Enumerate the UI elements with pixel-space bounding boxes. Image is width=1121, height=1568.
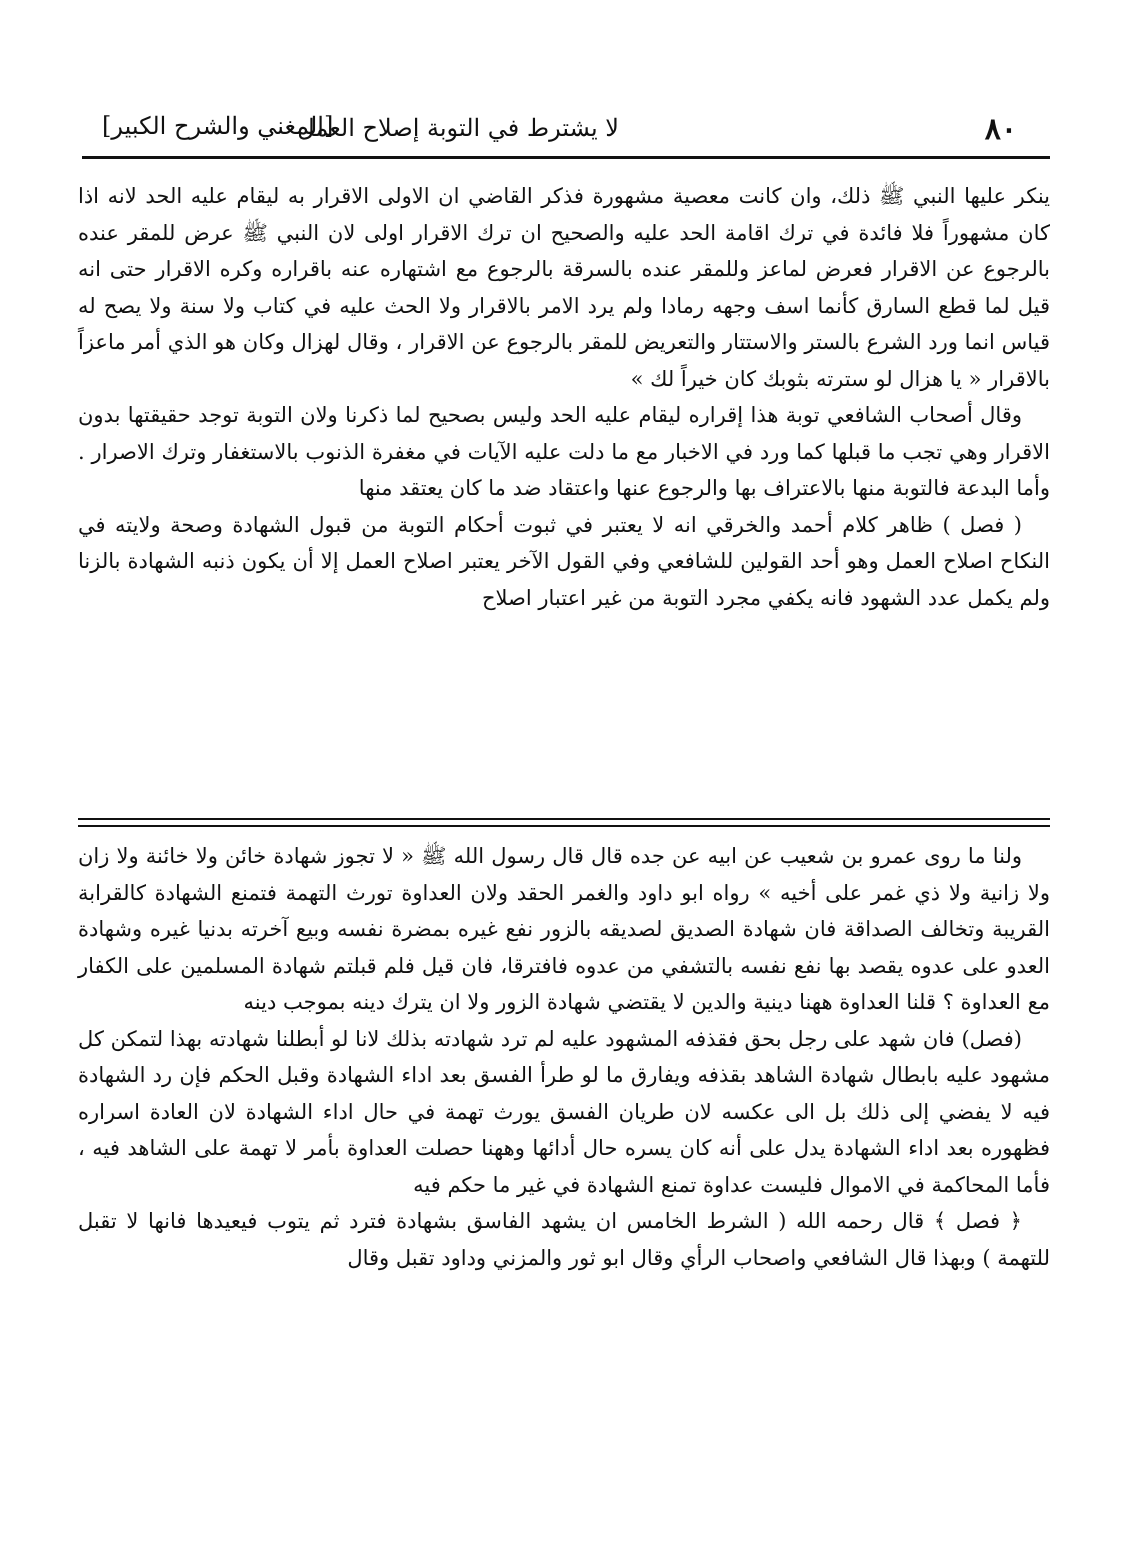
header-rule: [82, 156, 1050, 159]
main-paragraph: ينكر عليها النبي ﷺ ذلك، وان كانت معصية مشهورة فذكر القاضي ان الاولى الاقرار به ليقام عليه الحد لانه اذا كان مشهوراً فلا فائدة في ترك اقامة الحد عليه والصحيح ان ترك الاقرار اولى لان النبي ﷺ عرض للمقر عنده بالرجوع عن الاقرار فعرض لماعز وللمقر عنده بالسرقة بالرجوع مع اشتهاره عنه باقراره وكره الاقرار حتى انه قيل لما قطع السارق كأنما اسف وجهه رمادا ولم يرد الامر بالاقرار ولا الحث عليه في كتاب ولا سنة ولا يصح له قياس انما ورد الشرع بالستر والاستتار والتعريض للمقر بالرجوع عن الاقرار ، وقال لهزال وكان هو الذي أمر ماعزاً بالاقرار « يا هزال لو سترته بثوبك كان خيراً لك »: [78, 184, 1050, 391]
section-separator: [78, 818, 1050, 827]
commentary-paragraph: (فصل) فان شهد على رجل بحق فقذفه المشهود عليه لم ترد شهادته بذلك لانا لو أبطلنا شهادته بهذا لتمكن كل مشهود عليه بابطال شهادة الشاهد بقذفه ويفارق ما لو طرأ الفسق بعد اداء الشهادة وقبل الحكم فإن رد الشهادة فيه لا يفضي إلى ذلك بل الى عكسه لان طريان الفسق يورث تهمة في حال اداء الشهادة لان العادة اسراره فظهوره بعد اداء الشهادة يدل على أنه كان يسره حال أدائها وههنا حصلت العداوة بأمر لا تهمة على الشاهد فيه ، فأما المحاكمة في الاموال فليست عداوة تمنع الشهادة في غير ما حكم فيه: [78, 1026, 1050, 1197]
main-text: [78, 178, 1050, 616]
commentary-text: [78, 838, 1050, 1276]
main-paragraph: ( فصل ) ظاهر كلام أحمد والخرقي انه لا يعتبر في ثبوت أحكام التوبة من قبول الشهادة وصحة ولايته في النكاح اصلاح العمل وهو أحد القولين للشافعي وفي القول الآخر يعتبر اصلاح العمل إلا أن يكون ذنبه الشهادة بالزنا ولم يكمل عدد الشهود فانه يكفي مجرد التوبة من غير اعتبار اصلاح: [78, 512, 1050, 610]
running-title: لا يشترط في التوبة إصلاح العمل: [297, 114, 619, 142]
commentary-paragraph: ﴿ فصل ﴾ قال رحمه الله ( الشرط الخامس ان يشهد الفاسق بشهادة فترد ثم يتوب فيعيدها فانها لا تقبل للتهمة ) وبهذا قال الشافعي واصحاب الرأي وقال ابو ثور والمزني وداود تقبل وقال: [78, 1209, 1050, 1270]
page-header: [82, 108, 1047, 154]
commentary-paragraph: ولنا ما روى عمرو بن شعيب عن ابيه عن جده قال قال رسول الله ﷺ « لا تجوز شهادة خائن ولا خائنة ولا زان ولا زانية ولا ذي غمر على أخيه » رواه ابو داود والغمر الحقد ولان العداوة تورث التهمة فتمنع الشهادة كالقرابة القريبة وتخالف الصداقة فان شهادة الصديق لصديقه بالزور نفع غيره بمضرة نفسه وبيع آخرته بدنيا غيره وشهادة العدو على عدوه يقصد بها نفع نفسه بالتشفي من عدوه فافترقا، فان قيل فلم قبلتم شهادة المسلمين على الكفار مع العداوة ؟ قلنا العداوة ههنا دينية والدين لا يقتضي شهادة الزور ولا ان يترك دينه بموجب دينه: [78, 844, 1050, 1014]
main-paragraph: وقال أصحاب الشافعي توبة هذا إقراره ليقام عليه الحد وليس بصحيح لما ذكرنا ولان التوبة توجد حقيقتها بدون الاقرار وهي تجب ما قبلها كما ورد في الاخبار مع ما دلت عليه الآيات في مغفرة الذنوب بالاستغفار وترك الاصرار . وأما البدعة فالتوبة منها بالاعتراف بها والرجوع عنها واعتقاد ضد ما كان يعتقد منها: [78, 403, 1050, 500]
page-number: ٨٠: [984, 112, 1017, 147]
book-title: [المغني والشرح الكبير]: [102, 112, 334, 140]
